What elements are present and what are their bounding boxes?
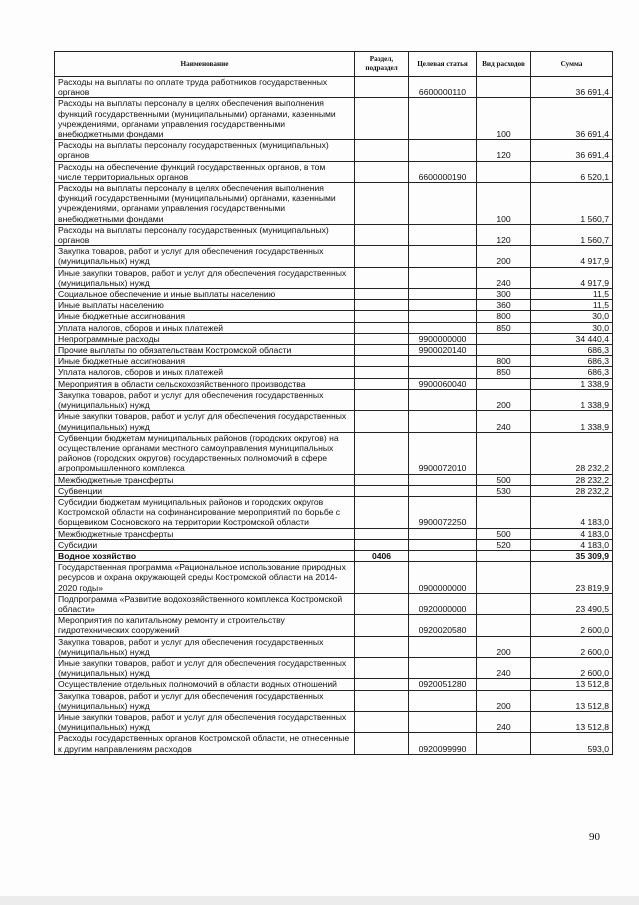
- cell-name: Субсидии бюджетам муниципальных районов и городских округов Костромской области на софинансирование мероприятий по борьбе с борщевиком Сосновского на территории Костромской области: [55, 496, 355, 528]
- cell-name: Расходы государственных органов Костромской области, не отнесенные к другим направлениям расходов: [55, 733, 355, 754]
- cell-article: [409, 356, 477, 367]
- cell-name: Субвенции: [55, 485, 355, 496]
- table-row: [55, 224, 613, 245]
- cell-section: [355, 474, 409, 485]
- cell-section: [355, 77, 409, 98]
- cell-sum: 4 917,9: [531, 267, 613, 288]
- cell-name: Расходы на обеспечение функций государственных органов, в том числе территориальных органов: [55, 161, 355, 182]
- cell-name: Расходы на выплаты персоналу государственных (муниципальных) органов: [55, 140, 355, 161]
- cell-sum: 36 691,4: [531, 140, 613, 161]
- cell-name: Непрограммные расходы: [55, 333, 355, 344]
- cell-article: [409, 411, 477, 432]
- cell-sum: 35 309,9: [531, 550, 613, 561]
- cell-section: [355, 562, 409, 594]
- table-row: [55, 485, 613, 496]
- cell-article: [409, 311, 477, 322]
- table-row: [55, 615, 613, 636]
- cell-section: [355, 378, 409, 389]
- cell-section: [355, 289, 409, 300]
- cell-article: 0900000000: [409, 562, 477, 594]
- table-row: [55, 161, 613, 182]
- cell-sum: 28 232,2: [531, 485, 613, 496]
- table-row: [55, 690, 613, 711]
- table-row: [55, 98, 613, 140]
- table-body: [55, 77, 613, 755]
- table-row: [55, 246, 613, 267]
- table-row: [55, 711, 613, 732]
- cell-section: 0406: [355, 550, 409, 561]
- cell-type: 240: [477, 411, 531, 432]
- cell-article: [409, 367, 477, 378]
- cell-article: 6600000190: [409, 161, 477, 182]
- cell-type: 240: [477, 657, 531, 678]
- cell-sum: 4 917,9: [531, 246, 613, 267]
- cell-sum: 1 560,7: [531, 224, 613, 245]
- cell-type: 200: [477, 389, 531, 410]
- cell-sum: 23 490,5: [531, 593, 613, 614]
- table-row: [55, 389, 613, 410]
- cell-sum: 11,5: [531, 289, 613, 300]
- cell-name: Иные закупки товаров, работ и услуг для обеспечения государственных (муниципальных) нужд: [55, 411, 355, 432]
- header-name: Наименование: [55, 52, 355, 77]
- table-row: [55, 528, 613, 539]
- cell-type: 800: [477, 356, 531, 367]
- cell-article: 6600000110: [409, 77, 477, 98]
- table-row: [55, 539, 613, 550]
- cell-sum: 23 819,9: [531, 562, 613, 594]
- table-row: [55, 140, 613, 161]
- cell-article: 0920020580: [409, 615, 477, 636]
- table-row: [55, 733, 613, 754]
- cell-section: [355, 496, 409, 528]
- cell-article: 0920099990: [409, 733, 477, 754]
- cell-section: [355, 367, 409, 378]
- cell-section: [355, 485, 409, 496]
- cell-sum: 686,3: [531, 345, 613, 356]
- cell-name: Осуществление отдельных полномочий в области водных отношений: [55, 679, 355, 690]
- cell-article: [409, 389, 477, 410]
- cell-sum: 686,3: [531, 367, 613, 378]
- table-row: [55, 474, 613, 485]
- cell-type: 530: [477, 485, 531, 496]
- table-header-row: [55, 52, 613, 77]
- cell-name: Иные бюджетные ассигнования: [55, 356, 355, 367]
- cell-type: 360: [477, 300, 531, 311]
- cell-sum: 13 512,8: [531, 711, 613, 732]
- page-number: 90: [589, 831, 600, 843]
- cell-article: 9900000000: [409, 333, 477, 344]
- cell-type: 850: [477, 367, 531, 378]
- cell-sum: 1 560,7: [531, 183, 613, 225]
- cell-type: 100: [477, 98, 531, 140]
- cell-sum: 4 183,0: [531, 496, 613, 528]
- table-row: [55, 378, 613, 389]
- cell-name: Расходы на выплаты персоналу государственных (муниципальных) органов: [55, 224, 355, 245]
- header-sum: Сумма: [531, 52, 613, 77]
- cell-sum: 686,3: [531, 356, 613, 367]
- cell-article: [409, 98, 477, 140]
- cell-section: [355, 300, 409, 311]
- table-row: [55, 657, 613, 678]
- cell-type: 120: [477, 140, 531, 161]
- cell-article: 0920000000: [409, 593, 477, 614]
- cell-sum: 36 691,4: [531, 77, 613, 98]
- cell-name: Субсидии: [55, 539, 355, 550]
- cell-article: [409, 183, 477, 225]
- cell-sum: 1 338,9: [531, 378, 613, 389]
- cell-type: [477, 733, 531, 754]
- cell-article: [409, 539, 477, 550]
- table-row: [55, 77, 613, 98]
- table-row: [55, 333, 613, 344]
- table-row: [55, 345, 613, 356]
- cell-type: 240: [477, 711, 531, 732]
- cell-sum: 28 232,2: [531, 474, 613, 485]
- cell-type: [477, 593, 531, 614]
- table-row: [55, 300, 613, 311]
- cell-article: [409, 246, 477, 267]
- cell-article: [409, 485, 477, 496]
- cell-article: [409, 289, 477, 300]
- cell-name: Закупка товаров, работ и услуг для обеспечения государственных (муниципальных) нужд: [55, 636, 355, 657]
- cell-article: [409, 550, 477, 561]
- table-row: [55, 311, 613, 322]
- cell-sum: 13 512,8: [531, 679, 613, 690]
- cell-article: [409, 300, 477, 311]
- cell-type: 500: [477, 474, 531, 485]
- cell-name: Субвенции бюджетам муниципальных районов (городских округов) на осуществление органами местного самоуправления муниципальных районов (городских округов) государственных полномочий в сфере агропромышленного комплекса: [55, 432, 355, 474]
- cell-name: Межбюджетные трансферты: [55, 528, 355, 539]
- cell-type: [477, 378, 531, 389]
- cell-section: [355, 246, 409, 267]
- table-row: [55, 550, 613, 561]
- cell-name: Водное хозяйство: [55, 550, 355, 561]
- cell-article: [409, 636, 477, 657]
- cell-article: [409, 528, 477, 539]
- cell-name: Расходы на выплаты персоналу в целях обеспечения выполнения функций государственными (муниципальными) органами, казенными учреждениями, органами управления государственными внебюджетными фондами: [55, 98, 355, 140]
- cell-article: [409, 690, 477, 711]
- cell-article: 9900020140: [409, 345, 477, 356]
- cell-sum: 13 512,8: [531, 690, 613, 711]
- table-row: [55, 496, 613, 528]
- cell-sum: 28 232,2: [531, 432, 613, 474]
- cell-type: 200: [477, 690, 531, 711]
- cell-type: 200: [477, 636, 531, 657]
- cell-type: [477, 345, 531, 356]
- cell-type: [477, 562, 531, 594]
- header-type: Вид расходов: [477, 52, 531, 77]
- cell-name: Уплата налогов, сборов и иных платежей: [55, 367, 355, 378]
- cell-section: [355, 711, 409, 732]
- cell-name: Иные выплаты населению: [55, 300, 355, 311]
- cell-name: Межбюджетные трансферты: [55, 474, 355, 485]
- cell-type: [477, 77, 531, 98]
- cell-section: [355, 389, 409, 410]
- cell-section: [355, 679, 409, 690]
- cell-type: 500: [477, 528, 531, 539]
- cell-article: [409, 224, 477, 245]
- cell-type: 800: [477, 311, 531, 322]
- cell-section: [355, 411, 409, 432]
- table-row: [55, 289, 613, 300]
- cell-section: [355, 224, 409, 245]
- scan-edge: [0, 896, 639, 905]
- table-row: [55, 593, 613, 614]
- table-row: [55, 432, 613, 474]
- cell-sum: 11,5: [531, 300, 613, 311]
- cell-type: 850: [477, 322, 531, 333]
- cell-type: [477, 161, 531, 182]
- cell-section: [355, 593, 409, 614]
- cell-name: Закупка товаров, работ и услуг для обеспечения государственных (муниципальных) нужд: [55, 246, 355, 267]
- cell-name: Мероприятия по капитальному ремонту и строительству гидротехнических сооружений: [55, 615, 355, 636]
- table-row: [55, 267, 613, 288]
- cell-sum: 36 691,4: [531, 98, 613, 140]
- cell-name: Иные бюджетные ассигнования: [55, 311, 355, 322]
- cell-type: [477, 679, 531, 690]
- table-row: [55, 356, 613, 367]
- cell-type: 120: [477, 224, 531, 245]
- table-row: [55, 183, 613, 225]
- cell-name: Государственная программа «Рациональное использование природных ресурсов и охрана окружающей среды Костромской области на 2014-2020 годы»: [55, 562, 355, 594]
- cell-article: 9900072010: [409, 432, 477, 474]
- cell-section: [355, 333, 409, 344]
- cell-section: [355, 657, 409, 678]
- cell-article: [409, 140, 477, 161]
- cell-section: [355, 98, 409, 140]
- cell-section: [355, 345, 409, 356]
- cell-name: Иные закупки товаров, работ и услуг для обеспечения государственных (муниципальных) нужд: [55, 657, 355, 678]
- cell-type: 100: [477, 183, 531, 225]
- cell-sum: 30,0: [531, 322, 613, 333]
- budget-table: [54, 51, 613, 755]
- cell-type: 240: [477, 267, 531, 288]
- cell-name: Закупка товаров, работ и услуг для обеспечения государственных (муниципальных) нужд: [55, 389, 355, 410]
- cell-type: [477, 432, 531, 474]
- cell-sum: 593,0: [531, 733, 613, 754]
- cell-article: 9900072250: [409, 496, 477, 528]
- cell-article: 0920051280: [409, 679, 477, 690]
- cell-article: [409, 711, 477, 732]
- cell-sum: 1 338,9: [531, 389, 613, 410]
- cell-name: Расходы на выплаты персоналу в целях обеспечения выполнения функций государственными (муниципальными) органами, казенными учреждениями, органами управления государственными внебюджетными фондами: [55, 183, 355, 225]
- cell-type: 300: [477, 289, 531, 300]
- cell-section: [355, 311, 409, 322]
- cell-type: 200: [477, 246, 531, 267]
- cell-sum: 4 183,0: [531, 528, 613, 539]
- cell-type: 520: [477, 539, 531, 550]
- header-section: Раздел, подраздел: [355, 52, 409, 77]
- table-row: [55, 636, 613, 657]
- cell-section: [355, 161, 409, 182]
- cell-article: [409, 322, 477, 333]
- header-article: Целевая статья: [409, 52, 477, 77]
- cell-section: [355, 267, 409, 288]
- cell-section: [355, 183, 409, 225]
- cell-name: Социальное обеспечение и иные выплаты населению: [55, 289, 355, 300]
- cell-name: Прочие выплаты по обязательствам Костромской области: [55, 345, 355, 356]
- cell-sum: 1 338,9: [531, 411, 613, 432]
- cell-section: [355, 539, 409, 550]
- cell-name: Закупка товаров, работ и услуг для обеспечения государственных (муниципальных) нужд: [55, 690, 355, 711]
- cell-sum: 4 183,0: [531, 539, 613, 550]
- cell-name: Подпрограмма «Развитие водохозяйственного комплекса Костромской области»: [55, 593, 355, 614]
- cell-name: Уплата налогов, сборов и иных платежей: [55, 322, 355, 333]
- cell-section: [355, 636, 409, 657]
- cell-type: [477, 333, 531, 344]
- cell-sum: 2 600,0: [531, 657, 613, 678]
- table-row: [55, 679, 613, 690]
- cell-section: [355, 733, 409, 754]
- cell-name: Иные закупки товаров, работ и услуг для обеспечения государственных (муниципальных) нужд: [55, 267, 355, 288]
- table-row: [55, 322, 613, 333]
- cell-sum: 2 600,0: [531, 636, 613, 657]
- cell-article: [409, 267, 477, 288]
- cell-sum: 2 600,0: [531, 615, 613, 636]
- cell-type: [477, 615, 531, 636]
- cell-name: Мероприятия в области сельскохозяйственного производства: [55, 378, 355, 389]
- cell-sum: 6 520,1: [531, 161, 613, 182]
- cell-article: 9900060040: [409, 378, 477, 389]
- cell-type: [477, 550, 531, 561]
- cell-sum: 34 440,4: [531, 333, 613, 344]
- cell-section: [355, 140, 409, 161]
- cell-article: [409, 657, 477, 678]
- cell-sum: 30,0: [531, 311, 613, 322]
- table-row: [55, 411, 613, 432]
- cell-article: [409, 474, 477, 485]
- table-row: [55, 562, 613, 594]
- cell-section: [355, 528, 409, 539]
- cell-name: Расходы на выплаты по оплате труда работников государственных органов: [55, 77, 355, 98]
- table-row: [55, 367, 613, 378]
- cell-section: [355, 356, 409, 367]
- cell-section: [355, 432, 409, 474]
- cell-section: [355, 322, 409, 333]
- cell-type: [477, 496, 531, 528]
- cell-name: Иные закупки товаров, работ и услуг для обеспечения государственных (муниципальных) нужд: [55, 711, 355, 732]
- cell-section: [355, 615, 409, 636]
- cell-section: [355, 690, 409, 711]
